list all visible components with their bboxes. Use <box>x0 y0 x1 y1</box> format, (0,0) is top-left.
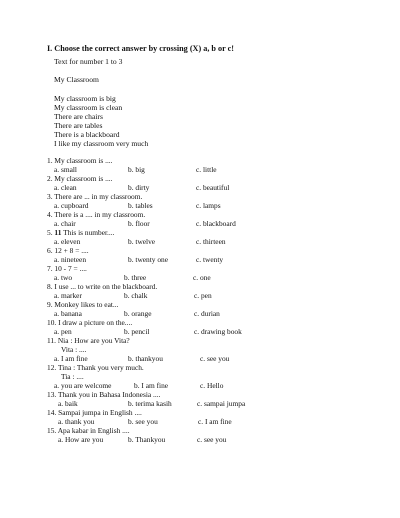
option-b[interactable]: b. twenty one <box>128 255 169 264</box>
option-c[interactable]: c. one <box>193 273 211 282</box>
option-b[interactable]: b. pencil <box>124 327 150 336</box>
question-number: 10. <box>47 318 57 327</box>
question-text-continued: Vita : .... <box>61 345 87 354</box>
option-a[interactable]: a. chair <box>54 219 76 228</box>
reading-line: There are tables <box>54 121 103 130</box>
question-text: There are ... in my classroom. <box>54 192 143 201</box>
option-c[interactable]: c. I am fine <box>198 417 232 426</box>
option-c[interactable]: c. sampai jumpa <box>197 399 246 408</box>
option-c[interactable]: c. little <box>196 165 217 174</box>
question-14 <box>47 408 142 417</box>
reading-line: My classroom is clean <box>54 103 123 112</box>
intro-text: Text for number 1 to 3 <box>54 57 123 66</box>
option-b[interactable]: b. big <box>128 165 145 174</box>
option-b[interactable]: b. dirty <box>128 183 150 192</box>
option-a[interactable]: a. nineteen <box>54 255 87 264</box>
question-text: Nia : How are you Vita? <box>57 336 130 345</box>
option-c[interactable]: c. twenty <box>196 255 224 264</box>
option-c[interactable]: c. durian <box>194 309 220 318</box>
question-9 <box>47 300 118 309</box>
option-c[interactable]: c. Hello <box>200 381 224 390</box>
question-2 <box>47 174 113 183</box>
option-b[interactable]: b. chalk <box>124 291 148 300</box>
question-number: 6. <box>47 246 53 255</box>
question-text: There is a .... in my classroom. <box>54 210 146 219</box>
question-text: I use ... to write on the blackboard. <box>54 282 158 291</box>
option-a[interactable]: a. marker <box>54 291 82 300</box>
reading-line: There are chairs <box>54 112 103 121</box>
reading-title: My Classroom <box>54 75 99 84</box>
question-10 <box>47 318 132 327</box>
option-b[interactable]: b. thankyou <box>128 354 163 363</box>
question-number: 15. <box>47 426 57 435</box>
option-a[interactable]: a. clean <box>54 183 77 192</box>
option-a[interactable]: a. banana <box>54 309 82 318</box>
question-3 <box>47 192 142 201</box>
section-heading: I. Choose the correct answer by crossing (X) a, b or c! <box>47 44 235 53</box>
question-text: 10 - 7 = .... <box>54 264 87 273</box>
question-text-continued: Tia : .... <box>61 372 84 381</box>
option-a[interactable]: a. thank you <box>58 417 95 426</box>
option-c[interactable]: c. see you <box>197 435 227 444</box>
option-b[interactable]: b. terima kasih <box>128 399 172 408</box>
option-a[interactable]: a. two <box>54 273 73 282</box>
option-c[interactable]: c. drawing book <box>194 327 242 336</box>
option-a[interactable]: a. eleven <box>54 237 81 246</box>
option-b[interactable]: b. tables <box>128 201 153 210</box>
option-b[interactable]: b. Thankyou <box>128 435 166 444</box>
question-text: Apa kabar in English .... <box>57 426 130 435</box>
question-4 <box>47 210 145 219</box>
question-text: This is number.... <box>61 228 115 237</box>
option-a[interactable]: a. small <box>54 165 77 174</box>
option-c[interactable]: c. pen <box>194 291 212 300</box>
reading-line: My classroom is big <box>54 94 116 103</box>
option-a[interactable]: a. you are welcome <box>54 381 112 390</box>
question-text: I draw a picture on the.... <box>58 318 133 327</box>
question-text: 12 + 8 = .... <box>54 246 89 255</box>
option-c[interactable]: c. see you <box>200 354 230 363</box>
question-text: Monkey likes to eat... <box>54 300 119 309</box>
question-11 <box>47 336 130 345</box>
option-a[interactable]: a. pen <box>54 327 72 336</box>
question-number-bold: 11 <box>54 228 62 237</box>
question-number: 11. <box>47 336 56 345</box>
question-number: 4. <box>47 210 53 219</box>
question-13 <box>47 390 160 399</box>
reading-line: I like my classroom very much <box>54 139 149 148</box>
question-7 <box>47 264 87 273</box>
option-c[interactable]: c. lamps <box>196 201 221 210</box>
question-number: 5. <box>47 228 53 237</box>
question-6 <box>47 246 89 255</box>
question-8 <box>47 282 157 291</box>
reading-line: There is a blackboard <box>54 130 120 139</box>
option-c[interactable]: c. beautiful <box>196 183 230 192</box>
option-b[interactable]: b. I am fine <box>134 381 169 390</box>
question-1 <box>47 156 113 165</box>
question-text: Sampai jumpa in English .... <box>58 408 142 417</box>
option-c[interactable]: c. blackboard <box>196 219 236 228</box>
option-b[interactable]: b. see you <box>128 417 158 426</box>
question-text: Thank you in Bahasa Indonesia .... <box>57 390 161 399</box>
question-5 <box>47 228 114 237</box>
question-text: Tina : Thank you very much. <box>57 363 144 372</box>
question-number: 1. <box>47 156 53 165</box>
question-text: My classroom is .... <box>54 174 113 183</box>
question-number: 13. <box>47 390 57 399</box>
option-b[interactable]: b. twelve <box>128 237 156 246</box>
option-b[interactable]: b. orange <box>124 309 152 318</box>
question-12 <box>47 363 144 372</box>
option-b[interactable]: b. three <box>124 273 147 282</box>
question-number: 3. <box>47 192 53 201</box>
question-number: 8. <box>47 282 53 291</box>
option-a[interactable]: a. How are you <box>58 435 104 444</box>
question-15 <box>47 426 130 435</box>
question-number: 14. <box>47 408 57 417</box>
question-number: 9. <box>47 300 53 309</box>
question-number: 2. <box>47 174 53 183</box>
question-number: 7. <box>47 264 53 273</box>
option-b[interactable]: b. floor <box>128 219 150 228</box>
option-c[interactable]: c. thirteen <box>196 237 226 246</box>
option-a[interactable]: a. baik <box>58 399 78 408</box>
option-a[interactable]: a. cupboard <box>54 201 89 210</box>
question-number: 12. <box>47 363 57 372</box>
question-text: My classroom is .... <box>54 156 113 165</box>
option-a[interactable]: a. I am fine <box>54 354 88 363</box>
